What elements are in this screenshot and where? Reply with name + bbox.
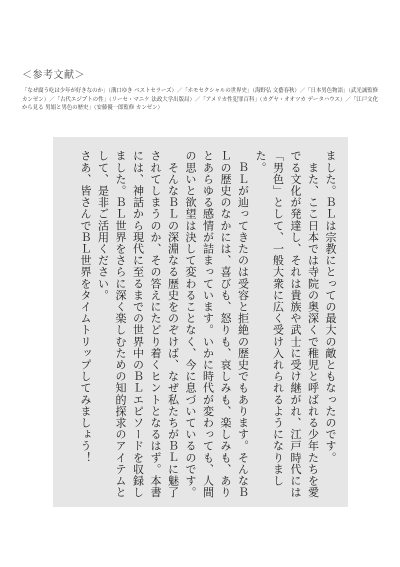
vertical-main-text: [63, 150, 339, 498]
paragraph: ＢＬが辿ってきたのは受容と拒絶の歴史でもあります。そんなＢＬの歴史のなかには、喜びも、怒りも、哀しみも、楽しみも、ありとあらゆる感情が詰まっています。いかに時代が変わっても、人間の思いと欲望は決して変わることなく、今に息づいているのです。: [184, 150, 250, 498]
paragraph: ました。ＢＬは宗教にとっての最大の敵ともなったのです。: [324, 150, 337, 464]
paragraph: また、ここ日本では寺院の奥深くで稚児と呼ばれる少年たちを愛でる文化が発達し、それは貴族や武士に受け継がれ、江戸時代には「男色」として、一般大衆に広く受け入れられるようになりました。: [254, 150, 320, 498]
references-body: 「なぜ腐う吃は少年が好きなのか」（溝口ゆき ベストセラーズ）／「ホモセクシャルの世界史」（海野弘 文藝春秋）／「日本男色物語」（武光誠監修 カンゼン）／「古代エジプトの性」（リーセ・マニケ 法政大学出版局）／「アメリカ性犯罪百科」（カグヤ・オオツカ データハウス）／「江戸文化から見る 男娼と男色の歴史」（安藤優一郎監修 カンゼン）: [22, 88, 378, 112]
references-title: ＜参考文献＞: [22, 70, 85, 81]
paragraph: そんなＢＬの深淵なる歴史をのぞけば、なぜ私たちがＢＬに魅了されてしまうのか、その答えにたどり着くヒントとなるはず。本書には、神話から現代に至るまでの世界中のＢＬエピソードを収録しました。ＢＬ世界をさらに深く楽しむための知的探求のアイテムとして、是非ご活用ください。: [96, 150, 180, 498]
references-section: [22, 66, 378, 113]
paragraph: さあ、皆さんでＢＬ世界をタイムトリップしてみましょう！: [79, 150, 92, 464]
